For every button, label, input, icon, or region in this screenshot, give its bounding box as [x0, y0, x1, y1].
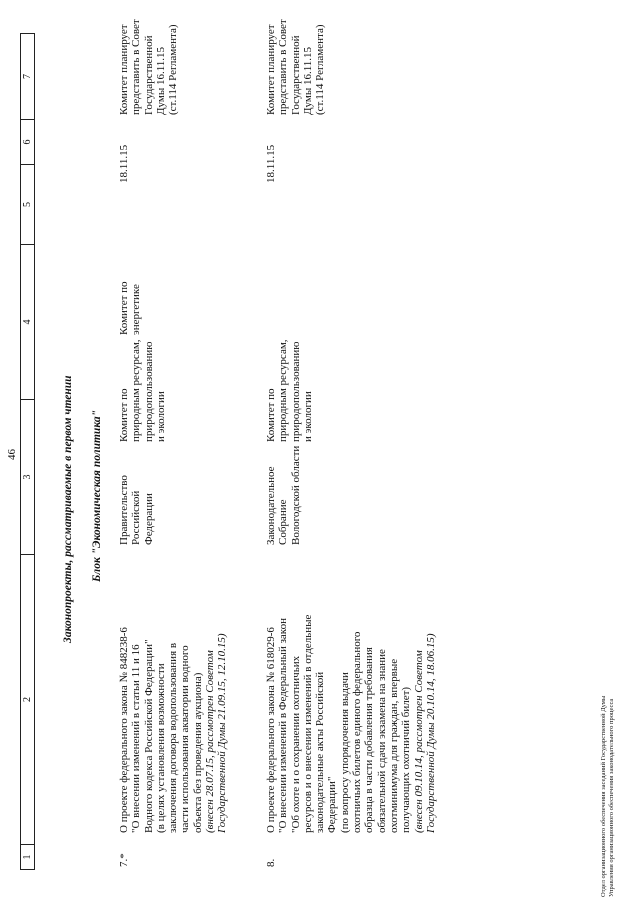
row-7-co-executor: Комитет по энергетике — [118, 281, 143, 335]
col-5-number: 5 — [21, 164, 34, 244]
footer-line-2: Управления организационного обеспечения законодательного процесса — [607, 698, 615, 897]
row-7-bill-note: (внесен 28.07.15, рассмотрен Советом Государственной Думы 21.09.15, 12.10.15) — [204, 633, 229, 833]
row-8-bill-note: (внесен 09.10.14, рассмотрен Советом Государственной Думы 20.10.14, 18.06.15) — [412, 633, 437, 833]
row-8-number: 8. — [265, 858, 277, 867]
col-2-number: 2 — [21, 554, 34, 844]
row-7-bill-text: О проекте федерального закона № 848238-6 "О внесении изменений в статьи 11 и 16 Водного кодекса Российской Федерации" (в целях установления возможности заключения договора водопользования в части использования акватории водного объекта без проведения аукциона) — [118, 627, 204, 833]
row-8-bill-text: О проекте федерального закона № 618029-6 "О внесении изменений в Федеральный закон "Об охоте и о сохранении охотничьих ресурсов и о внесении изменений в отдельные законодательные акты Российской Федерации" (по вопросу упорядочения выдачи охотничьих билетов единого федерального образца в части добавления требования обязательной сдачи экзамена на знание охотминимума для граждан, впервые получающих охотничий билет) — [265, 614, 413, 833]
row-8-note: Комитет планирует представить в Совет Государственной Думы 16.11.15 (ст.114 Регламента) — [265, 19, 327, 115]
row-8-author: Законодательное Собрание Вологодской области — [265, 445, 302, 545]
col-7-number: 7 — [22, 74, 33, 79]
section-title: Законопроекты, рассматриваемые в первом чтении — [62, 375, 74, 643]
row-7-author: Правительство Российской Федерации — [118, 475, 155, 545]
col-3-number: 3 — [21, 399, 34, 554]
col-6-number: 6 — [21, 119, 34, 164]
row-8-responsible: Комитет по природным ресурсам, природопользованию и экологии — [265, 339, 314, 442]
footer-line-1: Отдел организационного обеспечения заседаний Государственной Думы — [600, 695, 607, 897]
col-4-number: 4 — [21, 244, 34, 399]
col-1-number: 1 — [21, 844, 34, 869]
row-7-bill — [118, 627, 229, 833]
footer — [600, 696, 615, 897]
row-7-note: Комитет планирует представить в Совет Государственной Думы 16.11.15 (ст.114 Регламента) — [118, 19, 180, 115]
block-title: Блок "Экономическая политика" — [91, 409, 103, 582]
row-8-bill — [265, 615, 437, 833]
row-8-date: 18.11.15 — [265, 144, 277, 183]
row-7-number: 7.* — [118, 853, 130, 867]
column-number-header — [20, 33, 35, 870]
row-7-responsible: Комитет по природным ресурсам, природопользованию и экологии — [118, 339, 167, 442]
row-7-date: 18.11.15 — [118, 144, 130, 183]
page-number: 46 — [6, 449, 18, 460]
